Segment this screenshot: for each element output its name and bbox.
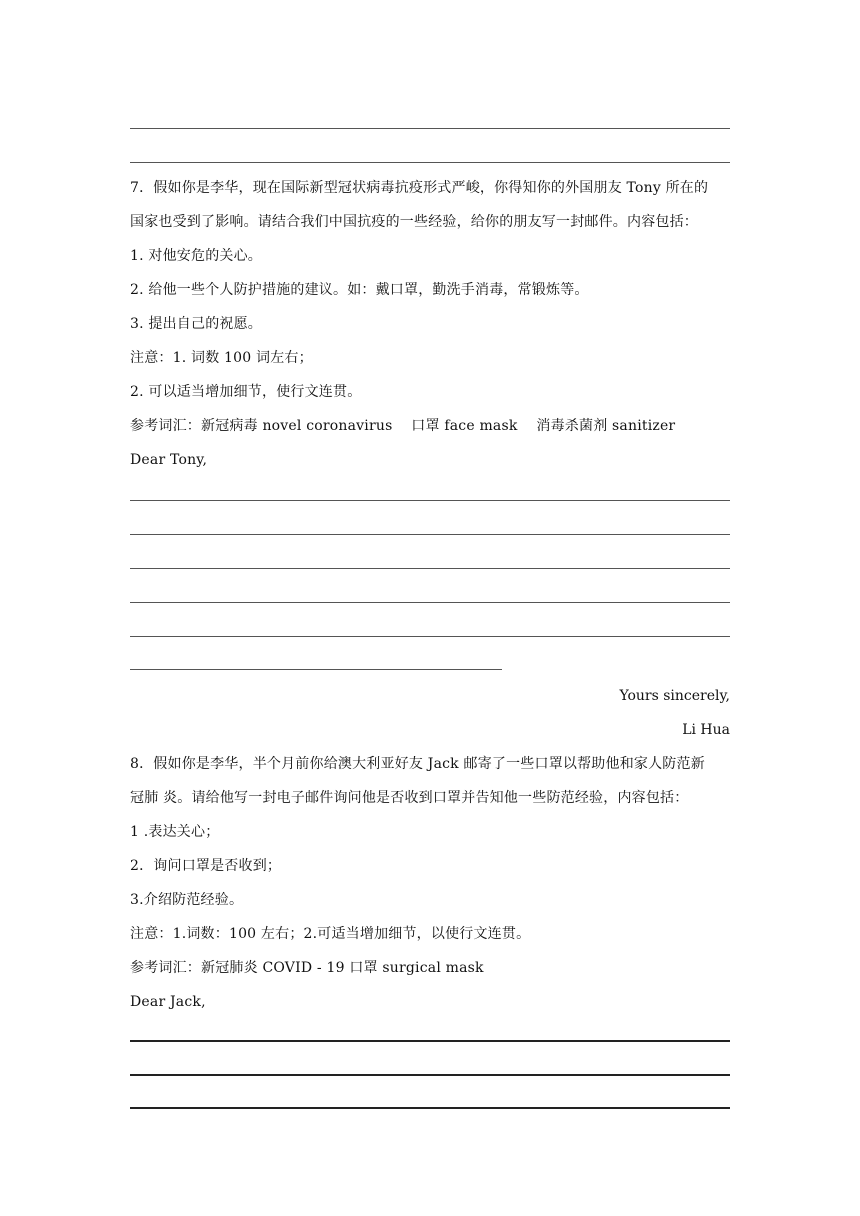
q7-item-3: 3. 提出自己的祝愿。 [130, 316, 263, 332]
q8-prompt-line2: 冠肺 炎。请给他写一封电子邮件询问他是否收到口罩并告知他一些防范经验，内容包括： [130, 790, 689, 806]
q8-item-3: 3.介绍防范经验。 [130, 892, 244, 908]
answer-line [130, 128, 730, 129]
q7-prompt-line1: 7．假如你是李华，现在国际新型冠状病毒抗疫形式严峻，你得知你的外国朋友 Tony 所在的 [130, 180, 709, 196]
q7-closing: Yours sincerely, [619, 688, 730, 704]
q8-item-2: 2．询问口罩是否收到； [130, 858, 282, 874]
q7-prompt-line2: 国家也受到了影响。请结合我们中国抗疫的一些经验，给你的朋友写一封邮件。内容包括： [130, 214, 698, 230]
q8-answer-line [130, 1040, 730, 1042]
q7-note-1: 注意：1. 词数 100 词左右； [130, 350, 313, 366]
q7-vocab: 参考词汇：新冠病毒 novel coronavirus 口罩 face mask 消毒杀菌剂 sanitizer [130, 418, 676, 434]
q8-note: 注意：1.词数：100 左右；2.可适当增加细节，以使行文连贯。 [130, 926, 531, 942]
answer-line [130, 162, 730, 163]
q7-item-2: 2. 给他一些个人防护措施的建议。如：戴口罩，勤洗手消毒，常锻炼等。 [130, 282, 589, 298]
q7-greeting: Dear Tony, [130, 452, 208, 468]
q7-answer-line [130, 534, 730, 535]
q8-item-1: 1 .表达关心； [130, 824, 220, 840]
q7-signature: Li Hua [682, 722, 730, 738]
q7-answer-line-short [130, 669, 502, 670]
q8-answer-line [130, 1107, 730, 1109]
q8-greeting: Dear Jack, [130, 994, 206, 1010]
q7-answer-line [130, 636, 730, 637]
q7-answer-line [130, 568, 730, 569]
q7-item-1: 1. 对他安危的关心。 [130, 248, 263, 264]
q7-answer-line [130, 602, 730, 603]
q8-vocab: 参考词汇：新冠肺炎 COVID - 19 口罩 surgical mask [130, 960, 484, 976]
q8-prompt-line1: 8．假如你是李华，半个月前你给澳大利亚好友 Jack 邮寄了一些口罩以帮助他和家人防范新 [130, 756, 705, 772]
q7-note-2: 2. 可以适当增加细节，使行文连贯。 [130, 384, 362, 400]
q7-answer-line [130, 500, 730, 501]
q8-answer-line [130, 1074, 730, 1076]
